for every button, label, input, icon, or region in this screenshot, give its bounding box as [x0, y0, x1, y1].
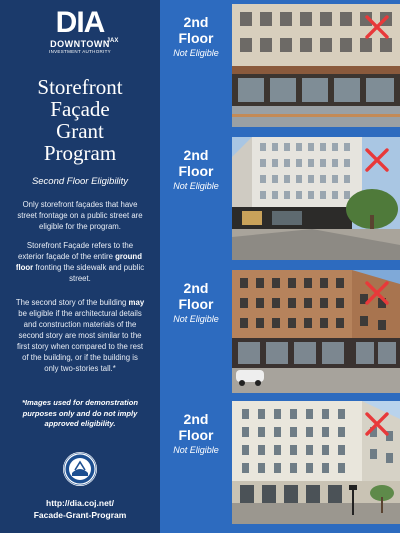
- building-photo: [232, 401, 400, 524]
- example-row: [160, 401, 400, 530]
- floor-number: 2nd: [183, 280, 209, 296]
- example-row: [160, 4, 400, 133]
- paragraph-text: Storefront Façade refers to the exterior façade of the entire: [18, 241, 134, 261]
- disclaimer: *Images used for demonstration purposes only and do not imply approved eligibility.: [21, 398, 139, 428]
- floor-label: [160, 14, 232, 46]
- floor-word: Floor: [178, 30, 214, 46]
- program-subtitle: Second Floor Eligibility: [31, 176, 129, 187]
- floor-number: 2nd: [183, 147, 209, 163]
- eligibility-status: Not Eligible: [173, 445, 219, 455]
- floor-number: 2nd: [183, 14, 209, 30]
- definition-paragraph: [14, 240, 146, 284]
- red-x-icon: [364, 411, 390, 437]
- building-photo: [232, 4, 400, 127]
- title-line: Storefront: [37, 75, 123, 99]
- paragraph-emphasis: ground floor: [15, 252, 142, 272]
- paragraph-text: be eligible if the architectural details and construction materials of the second story are most similar to the first story when compared to the rest of the building, or if the building is only two-stories tall.*: [16, 309, 144, 373]
- program-link[interactable]: [0, 497, 160, 521]
- floor-word: Floor: [178, 427, 214, 443]
- building-photo: [232, 270, 400, 393]
- floor-word: Floor: [178, 296, 214, 312]
- eligibility-status: Not Eligible: [173, 181, 219, 191]
- floor-label: [160, 411, 232, 443]
- city-seal-icon: [62, 451, 98, 487]
- red-x-icon: [364, 14, 390, 40]
- logo-downtown: DOWNTOWN: [50, 39, 110, 49]
- floor-label: [160, 280, 232, 312]
- title-line: Grant: [56, 119, 104, 143]
- second-story-paragraph: [14, 297, 146, 374]
- eligibility-status: Not Eligible: [173, 48, 219, 58]
- red-x-icon: [364, 147, 390, 173]
- floor-word: Floor: [178, 163, 214, 179]
- example-row: [160, 270, 400, 399]
- logo-jax: JAX: [106, 38, 119, 44]
- building-photo: [232, 137, 400, 260]
- url-line[interactable]: Facade-Grant-Program: [33, 510, 127, 520]
- program-title: [0, 76, 160, 164]
- title-line: Façade: [50, 97, 110, 121]
- floor-number: 2nd: [183, 411, 209, 427]
- eligibility-status: Not Eligible: [173, 314, 219, 324]
- eligibility-paragraph: Only storefront façades that have street frontage on a public street are eligible for the program.: [17, 200, 143, 231]
- floor-label: [160, 147, 232, 179]
- info-panel: [0, 0, 160, 533]
- dia-logo: [0, 6, 160, 55]
- url-line[interactable]: http://dia.coj.net/: [46, 498, 114, 508]
- paragraph-text: fronting the sidewalk and public street.: [33, 263, 145, 283]
- title-line: Program: [43, 141, 117, 165]
- logo-mark: DIA: [55, 6, 105, 39]
- logo-authority: INVESTMENT AUTHORITY: [49, 49, 111, 54]
- paragraph-emphasis: may: [128, 298, 145, 307]
- red-x-icon: [364, 280, 390, 306]
- paragraph-text: The second story of the building: [15, 298, 129, 307]
- example-row: [160, 137, 400, 266]
